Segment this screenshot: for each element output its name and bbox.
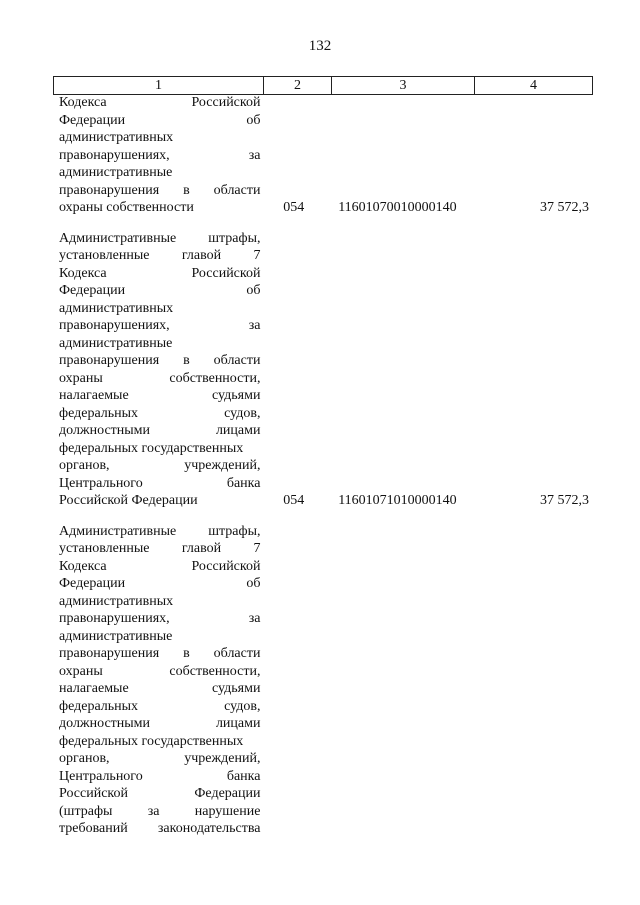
description-word: главой [181,248,222,263]
description-line [59,803,260,821]
description-word: области [213,353,261,368]
column-header-2: 2 [264,77,332,95]
description-line [59,352,260,370]
description-word: Российской [191,95,261,110]
description-word: лицами [215,423,261,438]
column-header-table [53,76,593,95]
description-line: административные [59,165,173,180]
description-word: 7 [253,541,261,556]
description-line [59,147,260,165]
description-line [59,422,260,440]
description-word: нарушение [194,803,261,819]
description-word: судьями [212,681,261,696]
description-word: Центрального [59,768,143,784]
description-line: федеральных государственных [59,440,244,456]
description-line [59,282,260,300]
description-word: области [213,182,261,198]
description-word: об [246,576,261,591]
description-word: Центрального [59,475,143,491]
description-word: банка [226,768,261,784]
description-line [59,680,260,698]
table-row [53,230,593,510]
description-word: собственности, [169,370,261,386]
revenue-description [53,94,260,217]
description-line [59,94,260,112]
description-line: административные [59,335,173,351]
description-line [59,247,260,265]
description-word: правонарушения [59,182,160,198]
description-word: собственности, [169,663,261,679]
description-word: за [248,147,261,163]
column-header-3: 3 [332,77,475,95]
description-word: охраны [59,370,103,386]
table-row [53,94,593,217]
description-word: об [246,283,261,298]
description-word: области [213,646,261,661]
description-word: судов, [224,405,261,421]
description-word: за [248,318,261,333]
description-word: законодательства [157,821,261,836]
description-line [59,475,260,493]
description-word: Федерации [194,786,261,801]
description-word: установленные [59,541,150,556]
administrator-code: 054 [283,493,305,508]
description-word: судов, [224,698,261,714]
description-word: правонарушениях, [59,611,170,626]
description-word: Административные [59,230,177,246]
description-word: об [246,112,261,128]
column-header-1: 1 [54,77,264,95]
description-line [59,387,260,405]
description-line: административных [59,593,174,609]
description-line: административных [59,300,174,316]
description-word: Кодекса [59,558,107,574]
description-word: судьями [212,388,261,403]
description-line: административные [59,628,173,644]
description-line [59,785,260,803]
administrator-code: 054 [283,200,305,215]
description-line [59,182,260,200]
description-word: правонарушения [59,353,160,368]
description-word: правонарушения [59,646,160,661]
description-line [59,575,260,593]
description-word: в [183,353,190,368]
description-word: должностными [59,423,151,438]
description-word: установленные [59,248,150,263]
description-line: Российской Федерации [59,493,198,508]
description-word: за [147,803,160,819]
description-word: должностными [59,716,151,731]
revenue-description [53,523,260,838]
description-word: Административные [59,523,177,539]
table-body [53,94,593,851]
description-word: в [183,182,190,198]
description-word: налагаемые [59,388,129,403]
description-line [59,768,260,786]
description-word: правонарушениях, [59,318,170,333]
description-word: федеральных [59,405,139,421]
description-line [59,750,260,768]
description-word: правонарушениях, [59,147,170,163]
revenue-classification-code: 11601070010000140 [338,200,457,215]
description-line [59,698,260,716]
description-line: федеральных государственных [59,733,244,749]
description-word: главой [181,541,222,556]
description-word: учреждений, [184,458,261,473]
description-word: 7 [253,248,261,263]
description-word: штрафы, [208,523,261,539]
description-line [59,457,260,475]
amount: 37 572,3 [540,493,590,508]
description-word: штрафы, [208,230,261,246]
description-line: охраны собственности [59,200,194,215]
description-word: федеральных [59,698,139,714]
description-line [59,558,260,576]
description-word: Федерации [59,576,126,591]
description-line [59,820,260,838]
description-word: Федерации [59,283,126,298]
description-line [59,663,260,681]
description-word: органов, [59,751,110,766]
description-word: Кодекса [59,95,107,110]
description-word: Кодекса [59,265,107,281]
amount: 37 572,3 [540,200,590,215]
description-line [59,265,260,283]
page-number: 132 [308,38,332,54]
description-word: требований [59,821,128,836]
description-line [59,112,260,130]
description-word: за [248,611,261,626]
description-line [59,540,260,558]
revenue-classification-code: 11601071010000140 [338,493,457,508]
description-word: охраны [59,663,103,679]
table-row [53,523,593,838]
description-word: органов, [59,458,110,473]
description-line [59,715,260,733]
description-word: Российской [191,558,261,574]
description-line [59,610,260,628]
description-word: Федерации [59,112,126,128]
description-word: лицами [215,716,261,731]
column-header-row [54,77,593,95]
description-line [59,230,260,248]
description-word: учреждений, [184,751,261,766]
description-word: банка [226,475,261,491]
description-word: налагаемые [59,681,129,696]
description-line [59,645,260,663]
description-line [59,405,260,423]
column-header-4: 4 [475,77,593,95]
description-word: в [183,646,190,661]
description-word: Российской [191,265,261,281]
description-line [59,370,260,388]
description-line: административных [59,130,174,145]
description-word: Российской [59,786,128,801]
description-line [59,317,260,335]
description-word: (штрафы [59,803,113,819]
description-line [59,523,260,541]
revenue-description [53,230,260,510]
